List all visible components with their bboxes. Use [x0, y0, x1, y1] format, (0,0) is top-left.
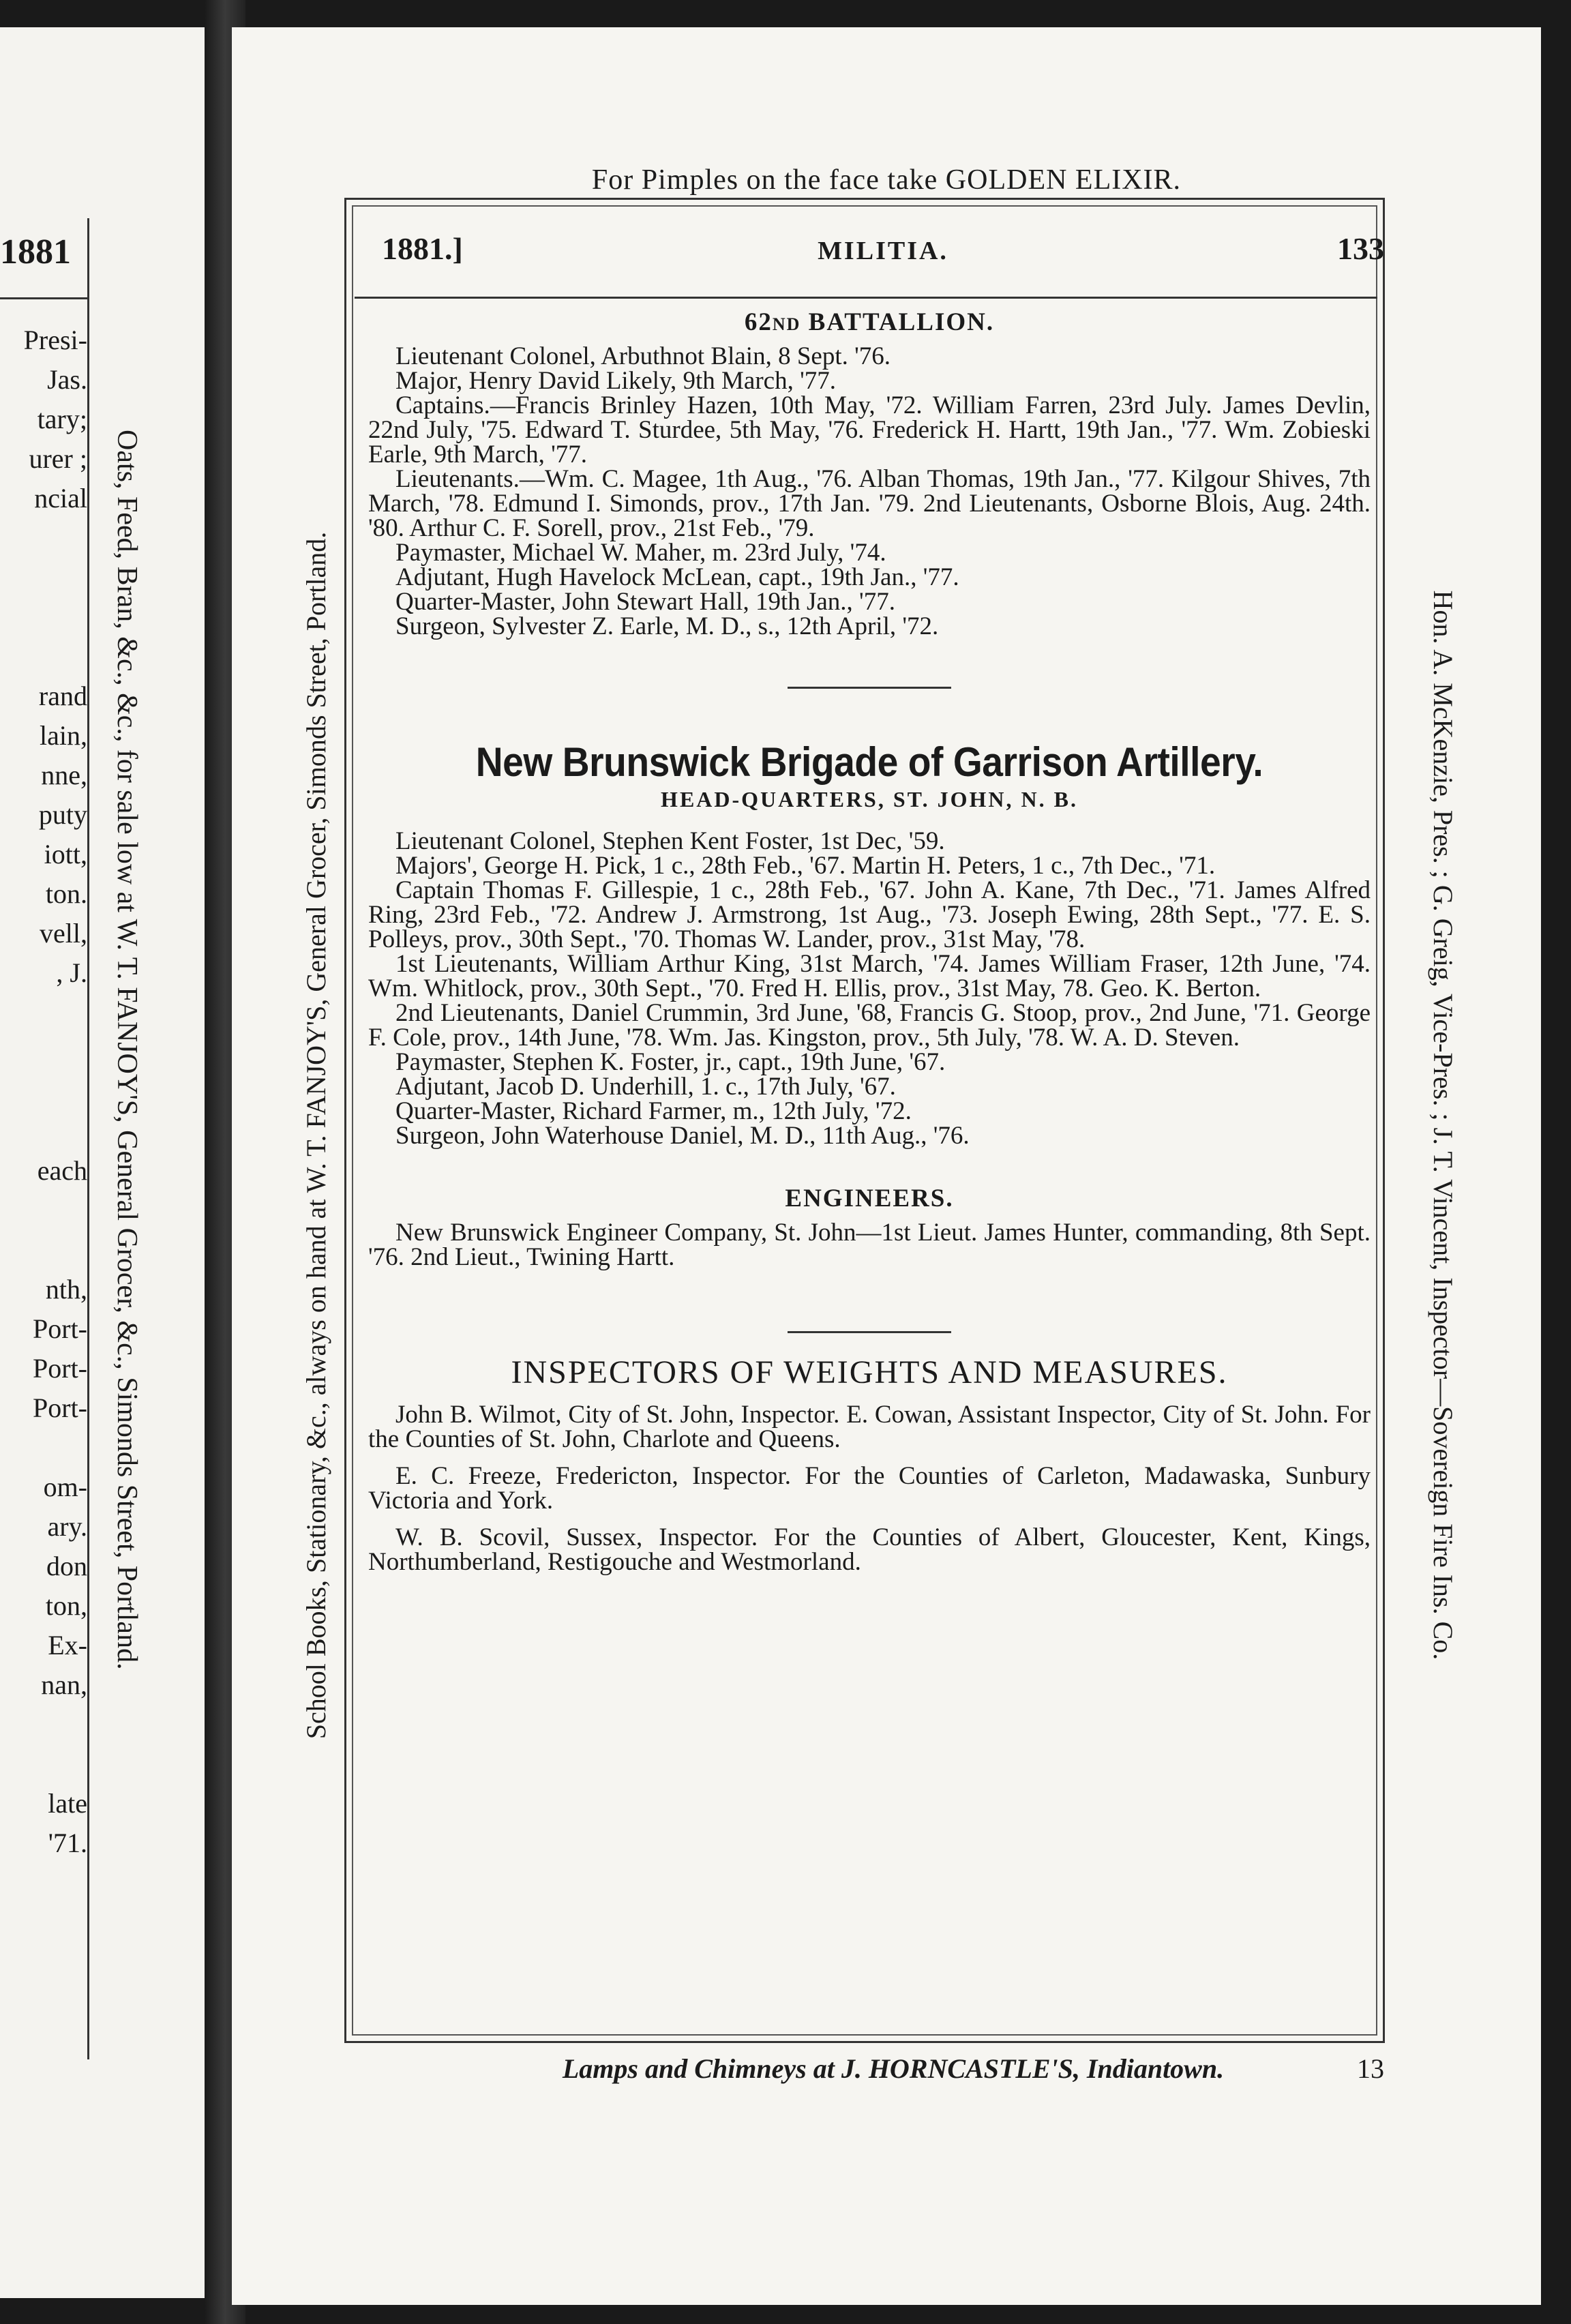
left-page-fragment: each [37, 1155, 87, 1186]
top-ad-text: For Pimples on the face take [591, 164, 946, 196]
left-page-fragment [0, 1191, 87, 1230]
inspectors-list [368, 1403, 1371, 1575]
battalion-entry: Lieutenants.—Wm. C. Magee, 1th Aug., '76. Alban Thomas, 19th Jan., '77. Kilgour Shives, 7th March, '78. Edmund I. Simonds, prov., 17th Jan. '79. 2nd Lieutenants, Osborne Blois, Aug. 24th. '80. Arthur C. F. Sorell, prov., 21st Feb., '79. [368, 465, 1371, 542]
left-page-fragment [0, 993, 87, 1032]
left-page-fragment: Ex- [48, 1630, 87, 1660]
side-advertisement-left: School Books, Stationary, &c., always on hand at W. T. FANJOY'S, General Grocer, Simonds Street, Portland. [301, 531, 331, 1740]
artillery-entry: Quarter-Master, Richard Farmer, m., 12th July, '72. [395, 1097, 912, 1125]
engineers-paragraph: New Brunswick Engineer Company, St. John—1st Lieut. James Hunter, commanding, 8th Sept. '76. 2nd Lieut., Twining Hartt. [368, 1219, 1371, 1271]
header-year: 1881.] [382, 231, 463, 266]
left-page-fragment: vell, [40, 918, 87, 949]
battalion-entry: Lieutenant Colonel, Arbuthnot Blain, 8 Sept. '76. [395, 342, 891, 370]
header-rule [355, 297, 1377, 299]
left-page-fragment: don [46, 1551, 87, 1581]
artillery-entry: 2nd Lieutenants, Daniel Crummin, 3rd June, '68, Francis G. Stoop, prov., 2nd June, '71. George F. Cole, prov., 14th June, '78. Wm. Jas. Kingston, prov., 5th July, '78. W. A. D. Steven. [368, 999, 1371, 1052]
left-page-fragment: nth, [45, 1274, 87, 1305]
page-content [368, 310, 1371, 1575]
battalion-entry: Quarter-Master, John Stewart Hall, 19th Jan., '77. [395, 588, 895, 616]
battalion-entry: Surgeon, Sylvester Z. Earle, M. D., s., 12th April, '72. [395, 612, 939, 640]
left-page-fragment: ton. [45, 878, 87, 909]
left-page-fragment [0, 597, 87, 637]
artillery-entry: Lieutenant Colonel, Stephen Kent Foster, 1st Dec, '59. [395, 827, 945, 855]
left-page-fragment [0, 1428, 87, 1468]
section-divider-2 [788, 1331, 951, 1333]
inspector-entry: E. C. Freeze, Fredericton, Inspector. For the Counties of Carleton, Madawaska, Sunbury Victoria and York. [368, 1462, 1371, 1515]
inspector-entry: John B. Wilmot, City of St. John, Inspector. E. Cowan, Assistant Inspector, City of St. John. For the Counties of St. John, Charlote and Queens. [368, 1401, 1371, 1453]
left-page-rule [0, 297, 87, 299]
artillery-entry: Captain Thomas F. Gillespie, 1 c., 28th Feb., '67. John A. Kane, 7th Dec., '71. James Alfred Ring, 23rd Feb., '72. Andrew J. Armstrong, 1st Aug., '73. Joseph Ewing, 28th Sept., '77. E. S. Polleys, prov., 30th Sept., '70. Thomas W. Lander, prov., 31st May, '78. [368, 876, 1371, 953]
left-page-fragment: lain, [40, 720, 87, 751]
left-page-text-fragments [0, 321, 87, 1863]
left-page-fragment: puty [38, 799, 87, 830]
battalion-entry: Major, Henry David Likely, 9th March, '77. [395, 367, 837, 395]
folio-number: 13 [1357, 2053, 1384, 2084]
left-page-fragment [0, 1705, 87, 1744]
artillery-entry: Majors', George H. Pick, 1 c., 28th Feb., '67. Martin H. Peters, 1 c., 7th Dec., '71. [395, 852, 1216, 880]
side-advertisement-right: Hon. A. McKenzie, Pres. ; G. Greig, Vice-Pres. ; J. T. Vincent, Inspector—Sovereign Fire Ins. Co. [1428, 590, 1458, 1660]
top-advertisement [232, 164, 1541, 196]
left-page-fragment [0, 637, 87, 676]
left-page-fragment [0, 1744, 87, 1784]
left-page-fragment: tary; [37, 404, 87, 434]
left-page-fragment [0, 1032, 87, 1072]
left-page-fragment [0, 1072, 87, 1112]
artillery-title: New Brunswick Brigade of Garrison Artillery. [475, 739, 1263, 785]
left-page-year: 1881 [0, 233, 71, 271]
battalion-title: 62nd BATTALLION. [744, 308, 995, 336]
battalion-entry: Adjutant, Hugh Havelock McLean, capt., 19th Jan., '77. [395, 563, 959, 591]
left-page-fragment: Port- [33, 1392, 87, 1423]
artillery-entry: Surgeon, John Waterhouse Daniel, M. D., 11th Aug., '76. [395, 1122, 970, 1150]
left-page-fragment: Port- [33, 1353, 87, 1384]
left-page-fragment: rand [38, 681, 87, 711]
left-page-fragment [0, 518, 87, 558]
inspector-entry: W. B. Scovil, Sussex, Inspector. For the Counties of Albert, Gloucester, Kent, Kings, Northumberland, Restigouche and Westmorland. [368, 1523, 1371, 1576]
inspectors-title: INSPECTORS OF WEIGHTS AND MEASURES. [511, 1354, 1228, 1390]
engineers-title: ENGINEERS. [785, 1185, 954, 1212]
top-ad-emphasis: GOLDEN ELIXIR. [945, 164, 1182, 196]
left-page-fragment: nan, [41, 1669, 87, 1700]
left-page-fragment: '71. [48, 1828, 87, 1858]
left-page-fragment: , J. [56, 957, 87, 988]
artillery-entry: Paymaster, Stephen K. Foster, jr., capt., 19th June, '67. [395, 1048, 946, 1076]
battalion-entry: Paymaster, Michael W. Maher, m. 23rd July, '74. [395, 539, 886, 567]
battalion-list [368, 344, 1371, 639]
left-page-fragment: Presi- [23, 325, 87, 355]
left-page-fragment: ton, [45, 1590, 87, 1621]
left-page-fragment: ary. [47, 1511, 87, 1542]
battalion-entry: Captains.—Francis Brinley Hazen, 10th May, '72. William Farren, 23rd July. James Devlin, 22nd July, '75. Edward T. Sturdee, 5th May, '76. Frederick H. Hartt, 19th Jan., '77. Wm. Zobieski Earle, 9th March, '77. [368, 391, 1371, 468]
left-page-fragment [0, 1112, 87, 1151]
artillery-entry: Adjutant, Jacob D. Underhill, 1. c., 17th July, '67. [395, 1073, 896, 1101]
left-page-vertical-ad: Oats, Feed, Bran, &c., &c., for sale low at W. T. FANJOY'S, General Grocer, &c., Simonds Street, Portland. [111, 430, 143, 1670]
left-page-fragment: nne, [41, 760, 87, 790]
left-page-fragment: late [48, 1788, 87, 1819]
bottom-advertisement: Lamps and Chimneys at J. HORNCASTLE'S, Indiantown. [562, 2053, 1225, 2084]
header-title: MILITIA. [818, 237, 948, 265]
left-page-fragment [0, 1230, 87, 1270]
left-page-fragment: Jas. [47, 364, 87, 395]
left-page-fragment [0, 558, 87, 597]
left-page-fragment: ncial [34, 483, 87, 513]
artillery-subtitle: HEAD-QUARTERS, ST. JOHN, N. B. [661, 787, 1078, 811]
artillery-list [368, 829, 1371, 1148]
left-page-fragment: Port- [33, 1313, 87, 1344]
left-page-fragment: om- [43, 1472, 87, 1502]
header-page-number: 133 [1337, 231, 1384, 266]
left-page-fragment: urer ; [29, 443, 87, 474]
artillery-entry: 1st Lieutenants, William Arthur King, 31st March, '74. James William Fraser, 12th June, '74. Wm. Whitlock, prov., 30th Sept., '70. Fred H. Ellis, prov., 31st May, 78. Geo. K. Berton. [368, 950, 1371, 1002]
left-page-fragment: iott, [44, 839, 87, 869]
